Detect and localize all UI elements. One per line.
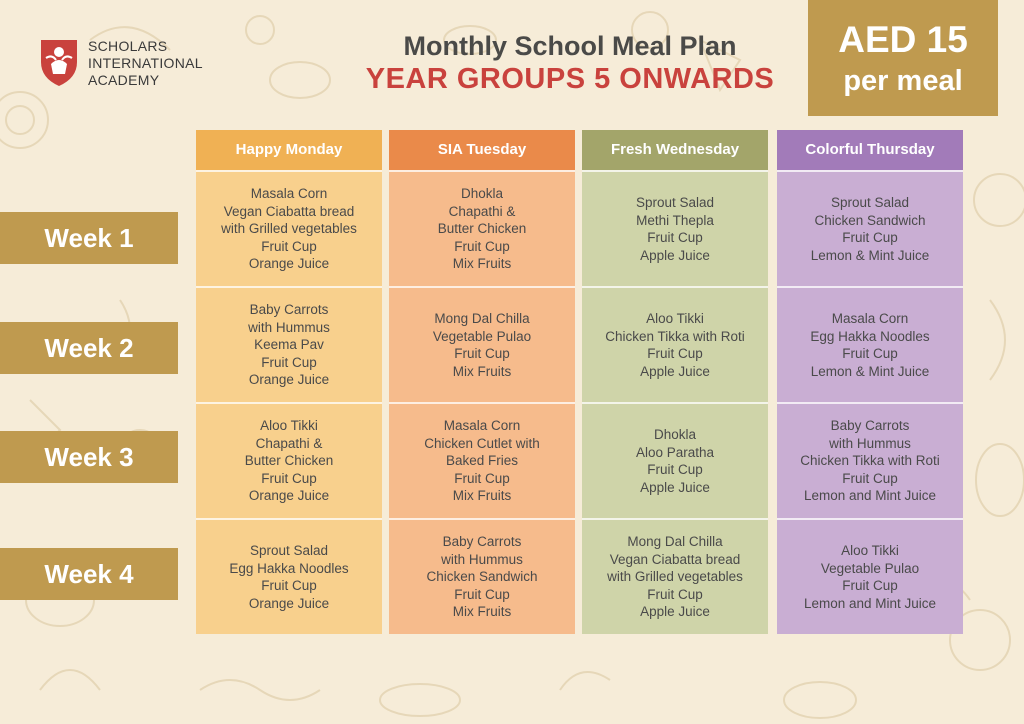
meal-item: Vegan Ciabatta bread: [223, 203, 355, 219]
meal-item: Aloo Tikki: [646, 311, 704, 326]
column-header-wednesday: Fresh Wednesday: [582, 130, 768, 170]
meal-item: Fruit Cup: [454, 586, 510, 602]
meal-item: Egg Hakka Noodles: [229, 560, 349, 576]
meal-item: Apple Juice: [640, 604, 710, 620]
school-logo: [38, 36, 218, 96]
meal-item: Chicken Tikka with Roti: [800, 453, 940, 469]
column-header-thursday: Colorful Thursday: [777, 130, 963, 170]
logo-line-3: ACADEMY: [88, 72, 160, 88]
meal-item: Dhokla: [460, 186, 504, 202]
meal-item: Baked Fries: [445, 453, 519, 469]
meal-item: Fruit Cup: [261, 238, 317, 254]
meal-item: Orange Juice: [248, 256, 330, 272]
meal-item: Orange Juice: [248, 372, 330, 388]
meal-item: Chicken Sandwich: [814, 212, 926, 228]
meal-item: with Hummus: [441, 551, 523, 567]
meal-item: Dhokla: [653, 427, 697, 442]
meal-item: Fruit Cup: [454, 470, 510, 486]
meal-item: Lemon and Mint Juice: [803, 595, 937, 611]
meal-cell: [196, 518, 382, 634]
meal-cell: [777, 518, 963, 634]
meal-item: Fruit Cup: [647, 346, 703, 361]
column-monday: [196, 130, 382, 637]
meal-item: Fruit Cup: [261, 354, 317, 370]
meal-item: Vegetable Pulao: [820, 560, 920, 576]
meal-cell: [582, 170, 768, 286]
meal-item: Aloo Tikki: [841, 543, 899, 558]
meal-item: Sprout Salad: [635, 195, 715, 210]
meal-item: Mix Fruits: [452, 604, 512, 620]
meal-item: Butter Chicken: [244, 453, 334, 469]
meal-item: Aloo Paratha: [635, 444, 715, 460]
meal-item: Orange Juice: [248, 488, 330, 504]
meal-item: Methi Thepla: [636, 212, 714, 228]
meal-item: Vegan Ciabatta bread: [609, 551, 741, 567]
meal-item: Fruit Cup: [842, 470, 898, 486]
meal-item: Masala Corn: [250, 186, 328, 202]
meal-item: Apple Juice: [640, 479, 710, 495]
meal-item: Mong Dal Chilla: [434, 311, 530, 326]
meal-item: Butter Chicken: [437, 221, 527, 237]
column-header-tuesday: SIA Tuesday: [389, 130, 575, 170]
meal-cell: [389, 286, 575, 402]
week-label-1: Week 1: [0, 212, 178, 264]
meal-cell: [777, 286, 963, 402]
meal-item: Baby Carrots: [830, 418, 910, 434]
meal-cell: [389, 402, 575, 518]
week-label-4: Week 4: [0, 548, 178, 600]
column-thursday: [777, 130, 963, 637]
meal-item: Masala Corn: [831, 311, 909, 326]
meal-item: with Grilled vegetables: [607, 569, 743, 585]
page-title: [340, 30, 800, 96]
price-per-meal: per meal: [843, 65, 963, 97]
meal-cell: [777, 402, 963, 518]
meal-item: Fruit Cup: [647, 586, 703, 602]
meal-cell: [196, 170, 382, 286]
meal-item: Fruit Cup: [454, 346, 510, 361]
meal-item: Lemon & Mint Juice: [810, 363, 930, 379]
meal-item: Chicken Tikka with Roti: [605, 328, 745, 344]
meal-cell: [582, 518, 768, 634]
meal-item: Fruit Cup: [647, 230, 703, 245]
meal-item: Mong Dal Chilla: [627, 534, 723, 550]
meal-item: Fruit Cup: [842, 346, 898, 361]
meal-item: Fruit Cup: [842, 578, 898, 593]
meal-item: Aloo Tikki: [260, 418, 318, 434]
meal-item: Apple Juice: [640, 247, 710, 263]
meal-item: Apple Juice: [640, 363, 710, 379]
title-line-2: YEAR GROUPS 5 ONWARDS: [365, 63, 775, 95]
week-label-2: Week 2: [0, 322, 178, 374]
title-line-1: Monthly School Meal Plan: [403, 31, 737, 61]
meal-item: Chicken Cutlet with: [424, 435, 540, 451]
meal-item: Chapathi &: [448, 203, 516, 219]
meal-item: Orange Juice: [248, 595, 330, 611]
meal-item: Lemon & Mint Juice: [810, 247, 930, 263]
meal-item: Egg Hakka Noodles: [810, 328, 930, 344]
meal-item: Vegetable Pulao: [432, 328, 532, 344]
meal-cell: [582, 402, 768, 518]
meal-cell: [777, 170, 963, 286]
meal-item: Fruit Cup: [647, 462, 703, 477]
meal-item: Baby Carrots: [442, 534, 522, 550]
meal-cell: [389, 170, 575, 286]
column-header-monday: Happy Monday: [196, 130, 382, 170]
column-tuesday: [389, 130, 575, 637]
meal-item: Fruit Cup: [261, 470, 317, 486]
meal-item: Fruit Cup: [261, 578, 317, 593]
logo-line-1: SCHOLARS: [88, 38, 168, 54]
meal-item: Masala Corn: [443, 418, 521, 434]
meal-cell: [389, 518, 575, 634]
meal-item: Fruit Cup: [454, 238, 510, 254]
meal-item: Mix Fruits: [452, 256, 512, 272]
meal-item: Sprout Salad: [249, 543, 329, 558]
shield-crest-icon: [38, 36, 80, 88]
meal-item: with Grilled vegetables: [221, 221, 357, 237]
meal-cell: [582, 286, 768, 402]
meal-item: with Hummus: [248, 319, 330, 335]
meal-item: Baby Carrots: [249, 302, 329, 318]
column-wednesday: [582, 130, 768, 637]
meal-item: Chapathi &: [255, 435, 323, 451]
logo-line-2: INTERNATIONAL: [88, 55, 203, 71]
meal-item: Keema Pav: [254, 337, 324, 353]
meal-item: with Hummus: [829, 435, 911, 451]
meal-item: Fruit Cup: [842, 230, 898, 245]
meal-cell: [196, 402, 382, 518]
meal-item: Mix Fruits: [452, 488, 512, 504]
price-amount: AED 15: [838, 19, 968, 60]
price-badge: [808, 0, 998, 116]
meal-item: Lemon and Mint Juice: [803, 488, 937, 504]
week-label-3: Week 3: [0, 431, 178, 483]
meal-cell: [196, 286, 382, 402]
meal-item: Mix Fruits: [452, 363, 512, 379]
meal-item: Chicken Sandwich: [426, 569, 538, 585]
meal-item: Sprout Salad: [830, 195, 910, 210]
